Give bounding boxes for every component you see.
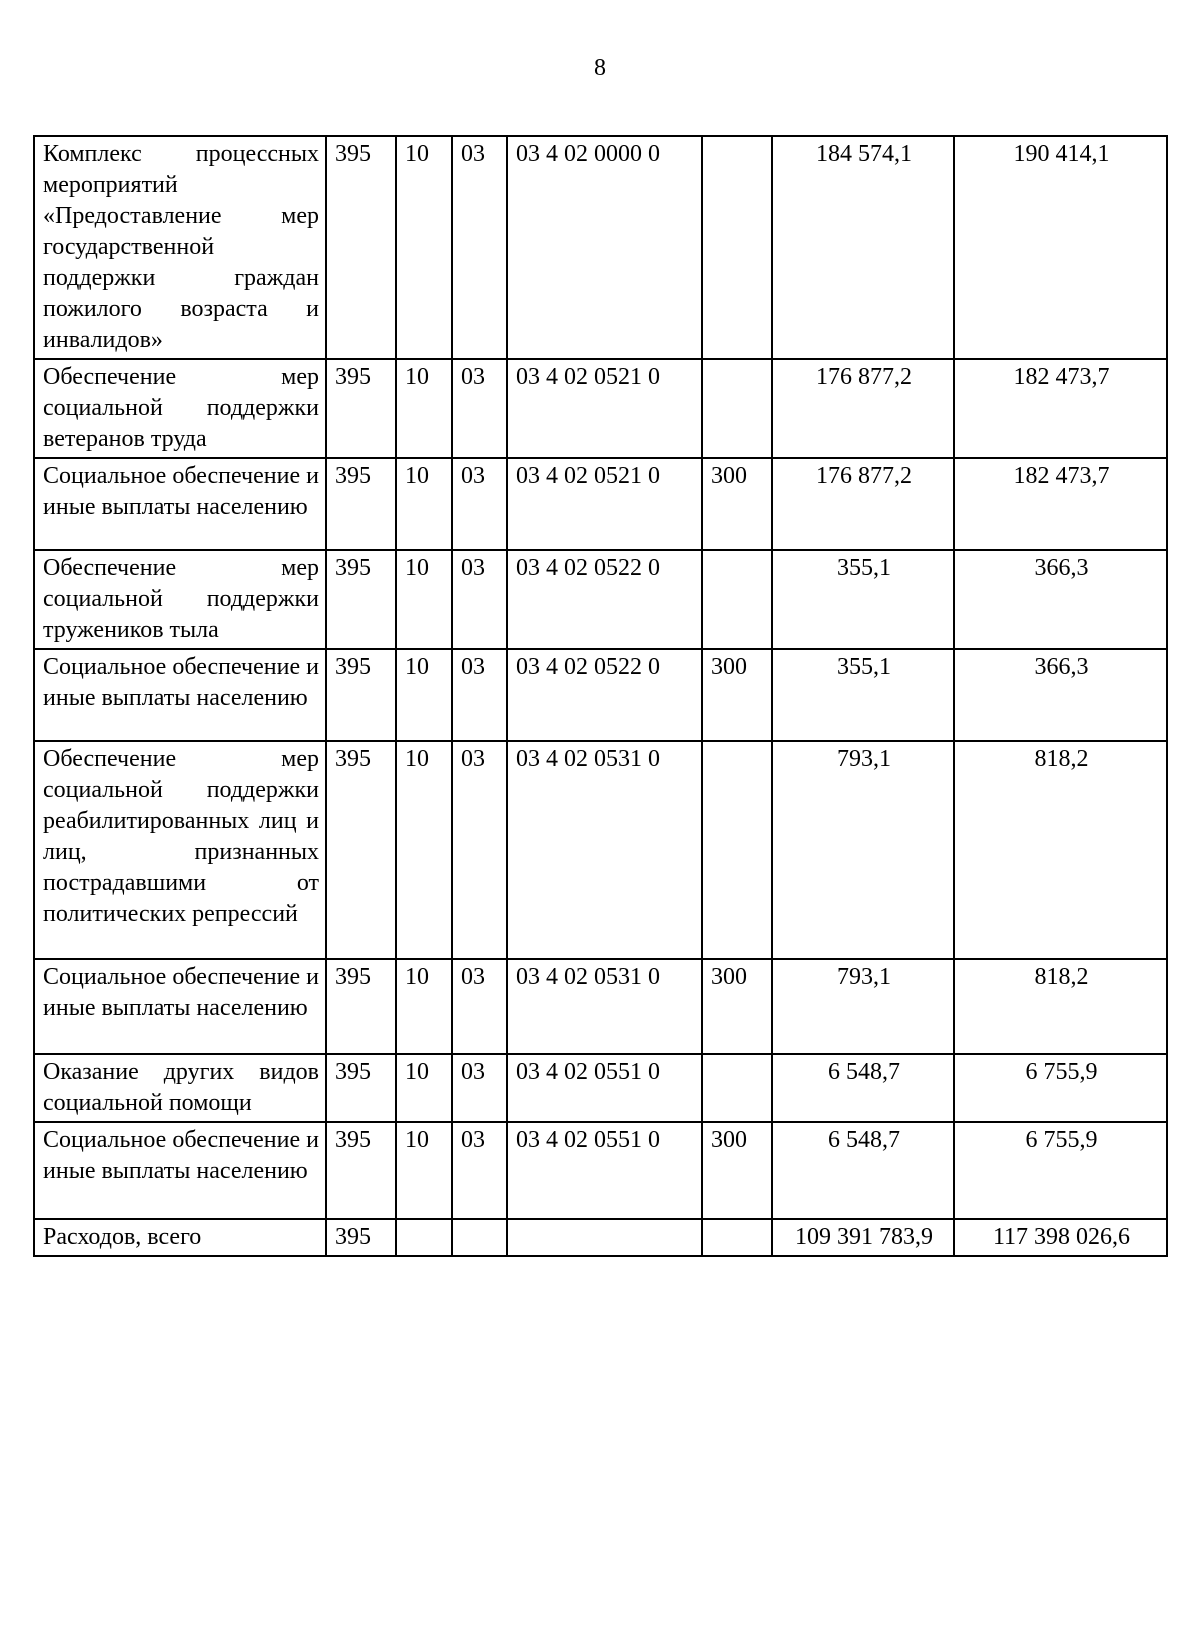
budget-table [33, 135, 1168, 1257]
row-pr: 03 [452, 741, 507, 959]
row-vr: 300 [702, 959, 772, 1054]
row-vr [702, 1054, 772, 1122]
row-sum1: 793,1 [772, 741, 954, 959]
row-rz: 10 [396, 959, 452, 1054]
row-vr [702, 1219, 772, 1256]
row-gr: 395 [326, 649, 396, 741]
row-name: Обеспечение мер социальной поддержки ветеранов труда [34, 359, 326, 458]
row-name: Социальное обеспечение и иные выплаты населению [34, 458, 326, 550]
row-sum1: 176 877,2 [772, 359, 954, 458]
row-name: Социальное обеспечение и иные выплаты населению [34, 959, 326, 1054]
total-label: Расходов, всего [34, 1219, 326, 1256]
row-rz: 10 [396, 1054, 452, 1122]
row-rz: 10 [396, 1122, 452, 1219]
row-csr [507, 1219, 702, 1256]
row-csr: 03 4 02 0522 0 [507, 649, 702, 741]
row-name: Социальное обеспечение и иные выплаты населению [34, 1122, 326, 1219]
table-row [34, 550, 1167, 649]
table-row-total [34, 1219, 1167, 1256]
row-csr: 03 4 02 0551 0 [507, 1054, 702, 1122]
row-pr: 03 [452, 959, 507, 1054]
table-row [34, 1054, 1167, 1122]
row-name: Комплекс процессных мероприятий «Предоставление мер государственной поддержки граждан пожилого возраста и инвалидов» [34, 136, 326, 359]
row-pr: 03 [452, 458, 507, 550]
row-csr: 03 4 02 0000 0 [507, 136, 702, 359]
total-sum2: 117 398 026,6 [954, 1219, 1167, 1256]
row-rz: 10 [396, 359, 452, 458]
row-sum1: 793,1 [772, 959, 954, 1054]
row-gr: 395 [326, 1054, 396, 1122]
row-vr: 300 [702, 1122, 772, 1219]
row-sum2: 6 755,9 [954, 1122, 1167, 1219]
row-vr [702, 741, 772, 959]
row-sum2: 182 473,7 [954, 458, 1167, 550]
row-vr [702, 550, 772, 649]
row-rz: 10 [396, 741, 452, 959]
row-gr: 395 [326, 359, 396, 458]
row-sum2: 190 414,1 [954, 136, 1167, 359]
row-sum1: 355,1 [772, 550, 954, 649]
row-rz: 10 [396, 649, 452, 741]
row-sum1: 6 548,7 [772, 1054, 954, 1122]
row-vr: 300 [702, 649, 772, 741]
row-sum1: 6 548,7 [772, 1122, 954, 1219]
row-gr: 395 [326, 458, 396, 550]
row-pr: 03 [452, 1122, 507, 1219]
row-pr: 03 [452, 550, 507, 649]
row-csr: 03 4 02 0531 0 [507, 959, 702, 1054]
row-name: Оказание других видов социальной помощи [34, 1054, 326, 1122]
row-csr: 03 4 02 0521 0 [507, 458, 702, 550]
row-rz: 10 [396, 136, 452, 359]
row-gr: 395 [326, 550, 396, 649]
row-name: Социальное обеспечение и иные выплаты населению [34, 649, 326, 741]
table-row [34, 649, 1167, 741]
row-sum1: 184 574,1 [772, 136, 954, 359]
table-body [34, 136, 1167, 1256]
row-gr: 395 [326, 1219, 396, 1256]
row-csr: 03 4 02 0551 0 [507, 1122, 702, 1219]
row-rz: 10 [396, 550, 452, 649]
row-vr: 300 [702, 458, 772, 550]
row-sum2: 366,3 [954, 649, 1167, 741]
table-row [34, 1122, 1167, 1219]
row-sum2: 182 473,7 [954, 359, 1167, 458]
table-row [34, 458, 1167, 550]
row-csr: 03 4 02 0531 0 [507, 741, 702, 959]
row-sum2: 818,2 [954, 741, 1167, 959]
row-vr [702, 136, 772, 359]
row-gr: 395 [326, 741, 396, 959]
row-rz: 10 [396, 458, 452, 550]
row-sum2: 818,2 [954, 959, 1167, 1054]
row-csr: 03 4 02 0522 0 [507, 550, 702, 649]
row-name: Обеспечение мер социальной поддержки реабилитированных лиц и лиц, признанных пострадавшими от политических репрессий [34, 741, 326, 959]
row-sum1: 176 877,2 [772, 458, 954, 550]
row-vr [702, 359, 772, 458]
row-name: Обеспечение мер социальной поддержки тружеников тыла [34, 550, 326, 649]
row-pr: 03 [452, 649, 507, 741]
total-sum1: 109 391 783,9 [772, 1219, 954, 1256]
row-gr: 395 [326, 136, 396, 359]
table-row [34, 741, 1167, 959]
page-number: 8 [594, 55, 606, 81]
table-row [34, 959, 1167, 1054]
row-pr: 03 [452, 1054, 507, 1122]
row-csr: 03 4 02 0521 0 [507, 359, 702, 458]
table-row [34, 136, 1167, 359]
row-rz [396, 1219, 452, 1256]
row-sum2: 366,3 [954, 550, 1167, 649]
table-row [34, 359, 1167, 458]
row-pr: 03 [452, 136, 507, 359]
row-gr: 395 [326, 1122, 396, 1219]
row-sum2: 6 755,9 [954, 1054, 1167, 1122]
row-gr: 395 [326, 959, 396, 1054]
row-pr: 03 [452, 359, 507, 458]
row-pr [452, 1219, 507, 1256]
row-sum1: 355,1 [772, 649, 954, 741]
